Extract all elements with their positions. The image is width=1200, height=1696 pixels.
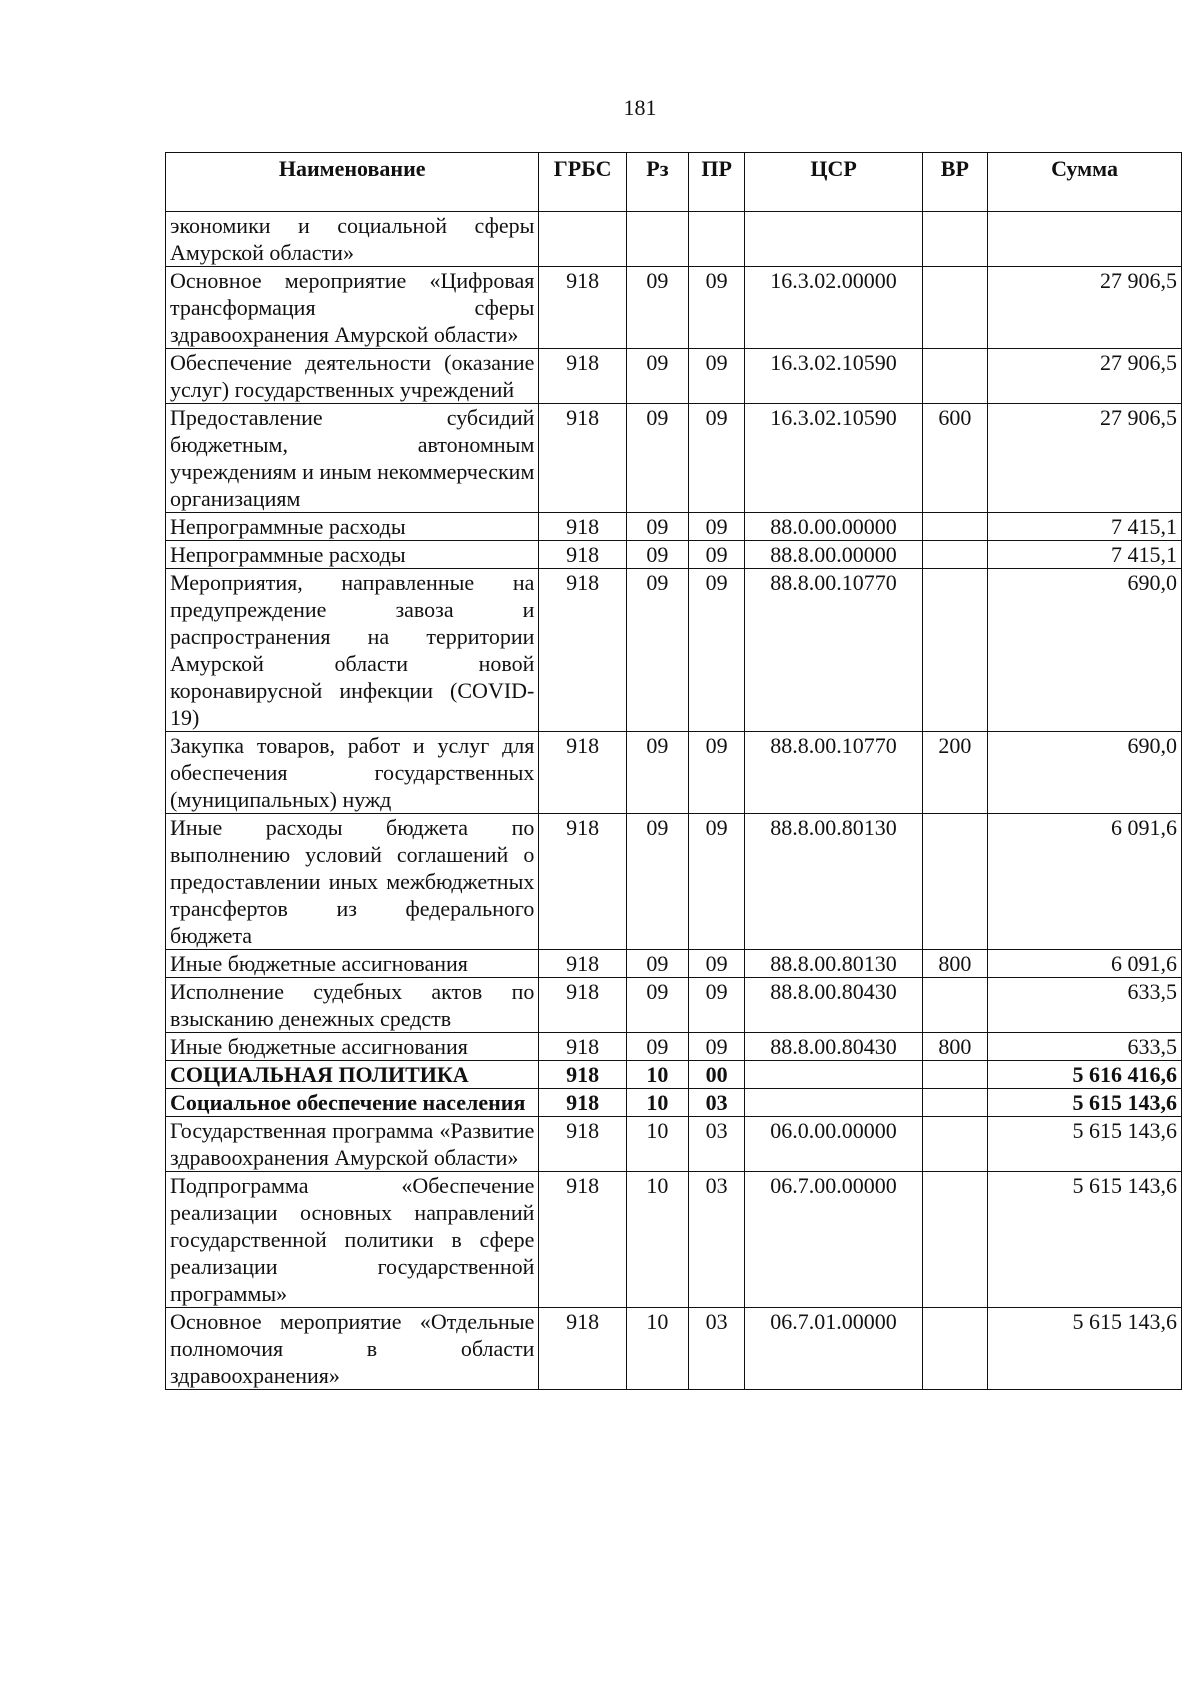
cell-grbs: 918 <box>539 569 627 732</box>
cell-sum: 5 615 143,6 <box>988 1308 1182 1390</box>
cell-sum: 633,5 <box>988 978 1182 1033</box>
cell-grbs: 918 <box>539 1117 627 1172</box>
cell-sum: 27 906,5 <box>988 349 1182 404</box>
cell-csr <box>745 212 922 267</box>
table-row <box>166 404 1182 513</box>
cell-name: Социальное обеспечение населения <box>166 1089 539 1117</box>
header-sum: Сумма <box>988 153 1182 212</box>
table-row <box>166 1033 1182 1061</box>
cell-pr: 09 <box>688 404 745 513</box>
cell-rz: 10 <box>626 1172 688 1308</box>
cell-rz: 09 <box>626 541 688 569</box>
cell-csr: 88.8.00.80430 <box>745 1033 922 1061</box>
cell-grbs: 918 <box>539 978 627 1033</box>
cell-pr <box>688 212 745 267</box>
cell-grbs: 918 <box>539 404 627 513</box>
cell-sum: 27 906,5 <box>988 404 1182 513</box>
cell-vr: 600 <box>922 404 987 513</box>
cell-pr: 03 <box>688 1089 745 1117</box>
cell-vr <box>922 978 987 1033</box>
cell-grbs: 918 <box>539 1033 627 1061</box>
cell-pr: 09 <box>688 267 745 349</box>
cell-csr <box>745 1061 922 1089</box>
cell-rz: 10 <box>626 1089 688 1117</box>
cell-sum: 5 616 416,6 <box>988 1061 1182 1089</box>
cell-sum: 5 615 143,6 <box>988 1172 1182 1308</box>
cell-grbs: 918 <box>539 1089 627 1117</box>
cell-csr <box>745 1089 922 1117</box>
cell-sum: 690,0 <box>988 569 1182 732</box>
cell-vr <box>922 569 987 732</box>
table-row <box>166 1308 1182 1390</box>
cell-sum: 7 415,1 <box>988 541 1182 569</box>
cell-name: Закупка товаров, работ и услуг для обеспечения государственных (муниципальных) нужд <box>166 732 539 814</box>
table-row <box>166 541 1182 569</box>
cell-vr <box>922 513 987 541</box>
header-name: Наименование <box>166 153 539 212</box>
cell-grbs: 918 <box>539 349 627 404</box>
cell-pr: 09 <box>688 513 745 541</box>
cell-grbs: 918 <box>539 1061 627 1089</box>
cell-name: Государственная программа «Развитие здравоохранения Амурской области» <box>166 1117 539 1172</box>
cell-grbs: 918 <box>539 267 627 349</box>
cell-name: экономики и социальной сферы Амурской области» <box>166 212 539 267</box>
cell-sum: 27 906,5 <box>988 267 1182 349</box>
cell-pr: 03 <box>688 1308 745 1390</box>
cell-vr <box>922 212 987 267</box>
table-row <box>166 349 1182 404</box>
cell-csr: 88.8.00.80430 <box>745 978 922 1033</box>
cell-name: Основное мероприятие «Отдельные полномочия в области здравоохранения» <box>166 1308 539 1390</box>
cell-vr: 800 <box>922 950 987 978</box>
cell-pr: 03 <box>688 1172 745 1308</box>
cell-csr: 88.0.00.00000 <box>745 513 922 541</box>
cell-rz: 09 <box>626 732 688 814</box>
cell-csr: 88.8.00.00000 <box>745 541 922 569</box>
cell-name: Обеспечение деятельности (оказание услуг) государственных учреждений <box>166 349 539 404</box>
cell-grbs: 918 <box>539 814 627 950</box>
cell-pr: 09 <box>688 541 745 569</box>
cell-rz: 10 <box>626 1308 688 1390</box>
table-row <box>166 513 1182 541</box>
cell-rz: 10 <box>626 1117 688 1172</box>
cell-sum: 5 615 143,6 <box>988 1089 1182 1117</box>
cell-grbs: 918 <box>539 513 627 541</box>
budget-table <box>165 152 1182 1390</box>
cell-pr: 09 <box>688 732 745 814</box>
cell-name: Предоставление субсидий бюджетным, автономным учреждениям и иным некоммерческим организациям <box>166 404 539 513</box>
cell-grbs: 918 <box>539 541 627 569</box>
cell-csr: 88.8.00.80130 <box>745 950 922 978</box>
cell-rz: 09 <box>626 950 688 978</box>
cell-name: Непрограммные расходы <box>166 541 539 569</box>
table-row <box>166 212 1182 267</box>
header-grbs: ГРБС <box>539 153 627 212</box>
cell-sum: 633,5 <box>988 1033 1182 1061</box>
cell-sum: 7 415,1 <box>988 513 1182 541</box>
table-row <box>166 1061 1182 1089</box>
table-header-row <box>166 153 1182 212</box>
cell-sum: 690,0 <box>988 732 1182 814</box>
cell-pr: 09 <box>688 978 745 1033</box>
cell-grbs: 918 <box>539 1308 627 1390</box>
table-row <box>166 569 1182 732</box>
cell-csr: 06.0.00.00000 <box>745 1117 922 1172</box>
cell-vr <box>922 1308 987 1390</box>
table-row <box>166 1117 1182 1172</box>
cell-sum <box>988 212 1182 267</box>
cell-csr: 88.8.00.10770 <box>745 569 922 732</box>
cell-rz: 09 <box>626 267 688 349</box>
cell-rz: 09 <box>626 404 688 513</box>
cell-vr <box>922 814 987 950</box>
cell-csr: 16.3.02.00000 <box>745 267 922 349</box>
header-csr: ЦСР <box>745 153 922 212</box>
cell-rz: 09 <box>626 569 688 732</box>
table-row <box>166 732 1182 814</box>
cell-grbs <box>539 212 627 267</box>
cell-vr <box>922 267 987 349</box>
cell-rz <box>626 212 688 267</box>
page-number: 181 <box>623 95 657 120</box>
cell-grbs: 918 <box>539 732 627 814</box>
cell-rz: 09 <box>626 513 688 541</box>
cell-pr: 03 <box>688 1117 745 1172</box>
table-row <box>166 1089 1182 1117</box>
cell-grbs: 918 <box>539 950 627 978</box>
header-vr: ВР <box>922 153 987 212</box>
table-row <box>166 267 1182 349</box>
cell-csr: 88.8.00.10770 <box>745 732 922 814</box>
cell-vr <box>922 1117 987 1172</box>
cell-rz: 09 <box>626 349 688 404</box>
cell-pr: 00 <box>688 1061 745 1089</box>
table-row <box>166 814 1182 950</box>
table-row <box>166 1172 1182 1308</box>
cell-csr: 06.7.01.00000 <box>745 1308 922 1390</box>
cell-grbs: 918 <box>539 1172 627 1308</box>
cell-pr: 09 <box>688 569 745 732</box>
cell-csr: 06.7.00.00000 <box>745 1172 922 1308</box>
cell-name: Исполнение судебных актов по взысканию денежных средств <box>166 978 539 1033</box>
cell-name: Мероприятия, направленные на предупреждение завоза и распространения на территории Амурской области новой коронавирусной инфекции (COVID-19) <box>166 569 539 732</box>
cell-vr <box>922 349 987 404</box>
cell-rz: 09 <box>626 1033 688 1061</box>
cell-vr <box>922 541 987 569</box>
cell-vr <box>922 1061 987 1089</box>
cell-sum: 6 091,6 <box>988 950 1182 978</box>
cell-pr: 09 <box>688 1033 745 1061</box>
table-body <box>166 212 1182 1390</box>
cell-name: СОЦИАЛЬНАЯ ПОЛИТИКА <box>166 1061 539 1089</box>
cell-vr: 800 <box>922 1033 987 1061</box>
cell-name: Иные бюджетные ассигнования <box>166 1033 539 1061</box>
cell-vr: 200 <box>922 732 987 814</box>
cell-rz: 09 <box>626 978 688 1033</box>
cell-sum: 6 091,6 <box>988 814 1182 950</box>
cell-pr: 09 <box>688 349 745 404</box>
cell-name: Основное мероприятие «Цифровая трансформация сферы здравоохранения Амурской области» <box>166 267 539 349</box>
cell-csr: 88.8.00.80130 <box>745 814 922 950</box>
cell-sum: 5 615 143,6 <box>988 1117 1182 1172</box>
cell-pr: 09 <box>688 950 745 978</box>
cell-name: Иные расходы бюджета по выполнению условий соглашений о предоставлении иных межбюджетных трансфертов из федерального бюджета <box>166 814 539 950</box>
cell-csr: 16.3.02.10590 <box>745 404 922 513</box>
cell-name: Иные бюджетные ассигнования <box>166 950 539 978</box>
cell-csr: 16.3.02.10590 <box>745 349 922 404</box>
header-pr: ПР <box>688 153 745 212</box>
cell-name: Непрограммные расходы <box>166 513 539 541</box>
table-row <box>166 978 1182 1033</box>
cell-name: Подпрограмма «Обеспечение реализации основных направлений государственной политики в сфере реализации государственной программы» <box>166 1172 539 1308</box>
cell-vr <box>922 1172 987 1308</box>
cell-vr <box>922 1089 987 1117</box>
cell-pr: 09 <box>688 814 745 950</box>
cell-rz: 10 <box>626 1061 688 1089</box>
table-row <box>166 950 1182 978</box>
cell-rz: 09 <box>626 814 688 950</box>
header-rz: Рз <box>626 153 688 212</box>
